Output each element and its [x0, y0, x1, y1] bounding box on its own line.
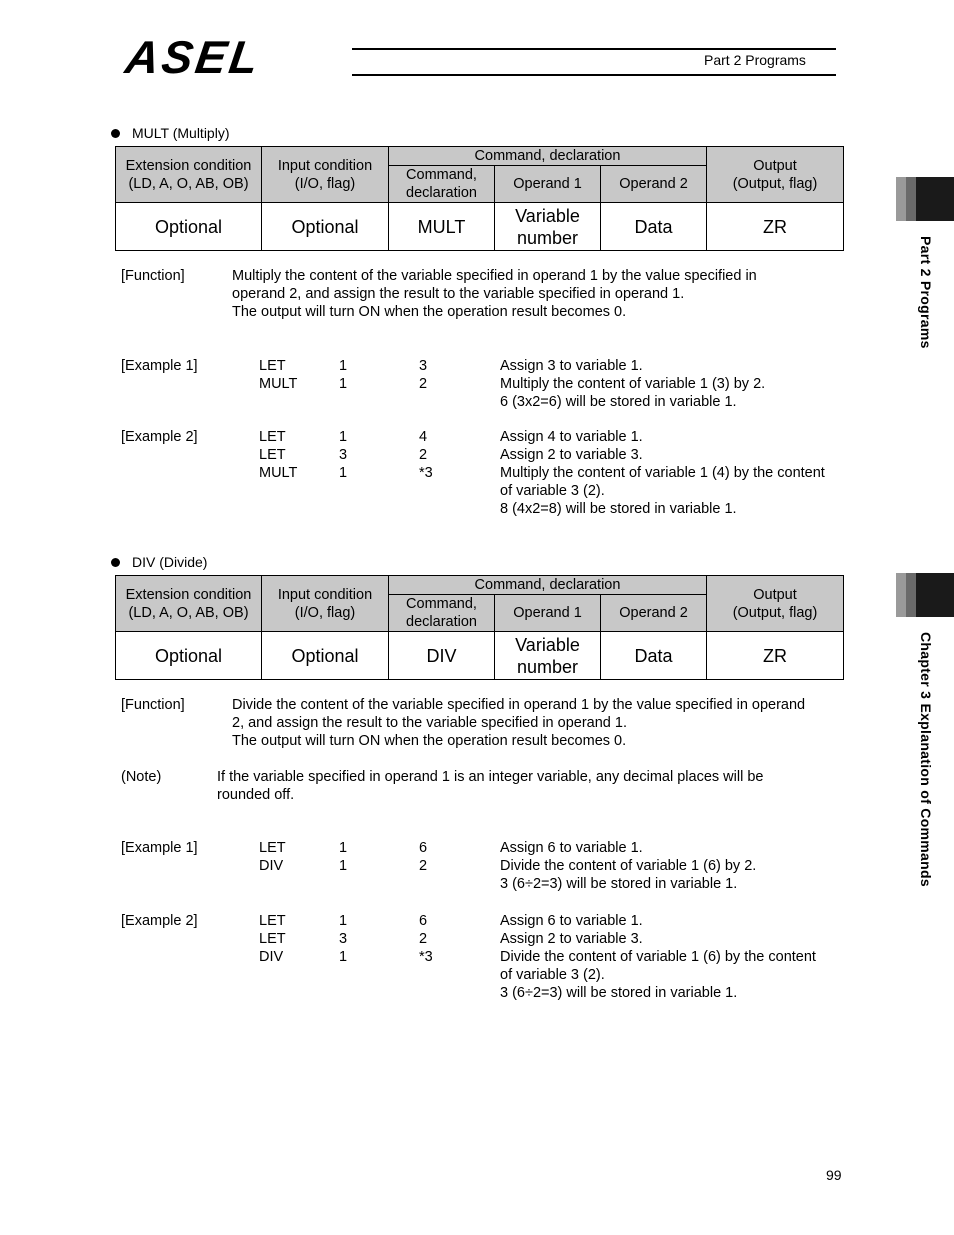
- bullet-icon: [111, 558, 120, 567]
- div-example1-op2: 6 2: [419, 840, 428, 874]
- mult-function-label: [Function]: [121, 268, 185, 284]
- header-input-condition: Input condition (I/O, flag): [262, 147, 389, 203]
- header-operand2: Operand 2: [601, 166, 707, 203]
- mult-example1-op2: 3 2: [419, 358, 428, 392]
- cell-extension: Optional: [116, 203, 262, 251]
- header-operand1: Operand 1: [495, 595, 601, 632]
- div-table: [115, 575, 844, 680]
- cell-command: DIV: [389, 632, 495, 680]
- div-example1-op1: 1 1: [339, 840, 348, 874]
- header-extension-condition: Extension condition (LD, A, O, AB, OB): [116, 147, 262, 203]
- div-function-label: [Function]: [121, 697, 185, 713]
- cell-output: ZR: [707, 203, 844, 251]
- cell-operand1: Variable number: [495, 632, 601, 680]
- div-title: DIV (Divide): [132, 554, 208, 570]
- cell-output: ZR: [707, 632, 844, 680]
- div-example2-cmds: LET LET DIV: [259, 913, 286, 965]
- header-rule-bottom: [352, 74, 836, 76]
- div-example1-cmds: LET DIV: [259, 840, 286, 874]
- mult-example1-label: [Example 1]: [121, 358, 198, 374]
- mult-heading: [111, 125, 230, 141]
- header-command-group: Command, declaration: [389, 147, 707, 166]
- cell-operand2: Data: [601, 203, 707, 251]
- div-example2-label: [Example 2]: [121, 913, 198, 929]
- cell-operand2: Data: [601, 632, 707, 680]
- asel-logo: ASEL: [122, 31, 265, 83]
- bullet-icon: [111, 129, 120, 138]
- header-input-condition: Input condition (I/O, flag): [262, 576, 389, 632]
- side-tab-chapter3: [896, 573, 954, 617]
- div-note-text: If the variable specified in operand 1 is an integer variable, any decimal places will be rounded off.: [217, 769, 764, 803]
- header-command: Command, declaration: [389, 166, 495, 203]
- div-heading: [111, 554, 207, 570]
- cell-input: Optional: [262, 632, 389, 680]
- mult-function-text: Multiply the content of the variable specified in operand 1 by the value specified in operand 2, and assign the result to the variable specified in operand 1. The output will turn ON when the operation result becomes 0.: [232, 268, 757, 320]
- header-extension-condition: Extension condition (LD, A, O, AB, OB): [116, 576, 262, 632]
- div-example2-op2: 6 2 *3: [419, 913, 433, 965]
- div-example2-op1: 1 3 1: [339, 913, 348, 965]
- cell-operand1: Variable number: [495, 203, 601, 251]
- mult-example2-label: [Example 2]: [121, 429, 198, 445]
- header-output: Output (Output, flag): [707, 147, 844, 203]
- mult-title: MULT (Multiply): [132, 125, 230, 141]
- cell-command: MULT: [389, 203, 495, 251]
- side-tab-part2: [896, 177, 954, 221]
- mult-example1-cmds: LET MULT: [259, 358, 298, 392]
- mult-example1-desc: Assign 3 to variable 1. Multiply the content of variable 1 (3) by 2. 6 (3x2=6) will be stored in variable 1.: [500, 358, 766, 410]
- header-section-title: Part 2 Programs: [704, 52, 806, 68]
- side-label-chapter3: Chapter 3 Explanation of Commands: [918, 632, 934, 887]
- mult-table: [115, 146, 844, 251]
- div-example1-desc: Assign 6 to variable 1. Divide the content of variable 1 (6) by 2. 3 (6÷2=3) will be stored in variable 1.: [500, 840, 757, 892]
- header-command: Command, declaration: [389, 595, 495, 632]
- mult-example2-cmds: LET LET MULT: [259, 429, 298, 481]
- mult-example2-op2: 4 2 *3: [419, 429, 433, 481]
- div-example2-desc: Assign 6 to variable 1. Assign 2 to variable 3. Divide the content of variable 1 (6) by the content of variable 3 (2). 3 (6÷2=3) will be stored in variable 1.: [500, 913, 816, 1001]
- div-function-text: Divide the content of the variable specified in operand 1 by the value specified in operand 2, and assign the result to the variable specified in operand 1. The output will turn ON when the operation result becomes 0.: [232, 697, 806, 749]
- header-output: Output (Output, flag): [707, 576, 844, 632]
- page-number: 99: [826, 1167, 842, 1183]
- mult-example2-op1: 1 3 1: [339, 429, 348, 481]
- header-rule-top: [352, 48, 836, 50]
- mult-example1-op1: 1 1: [339, 358, 348, 392]
- cell-extension: Optional: [116, 632, 262, 680]
- header-operand1: Operand 1: [495, 166, 601, 203]
- cell-input: Optional: [262, 203, 389, 251]
- header-operand2: Operand 2: [601, 595, 707, 632]
- div-note-label: (Note): [121, 769, 162, 785]
- header-command-group: Command, declaration: [389, 576, 707, 595]
- div-example1-label: [Example 1]: [121, 840, 198, 856]
- mult-example2-desc: Assign 4 to variable 1. Assign 2 to variable 3. Multiply the content of variable 1 (4) by the content of variable 3 (2). 8 (4x2=8) will be stored in variable 1.: [500, 429, 825, 517]
- side-label-part2: Part 2 Programs: [918, 236, 934, 349]
